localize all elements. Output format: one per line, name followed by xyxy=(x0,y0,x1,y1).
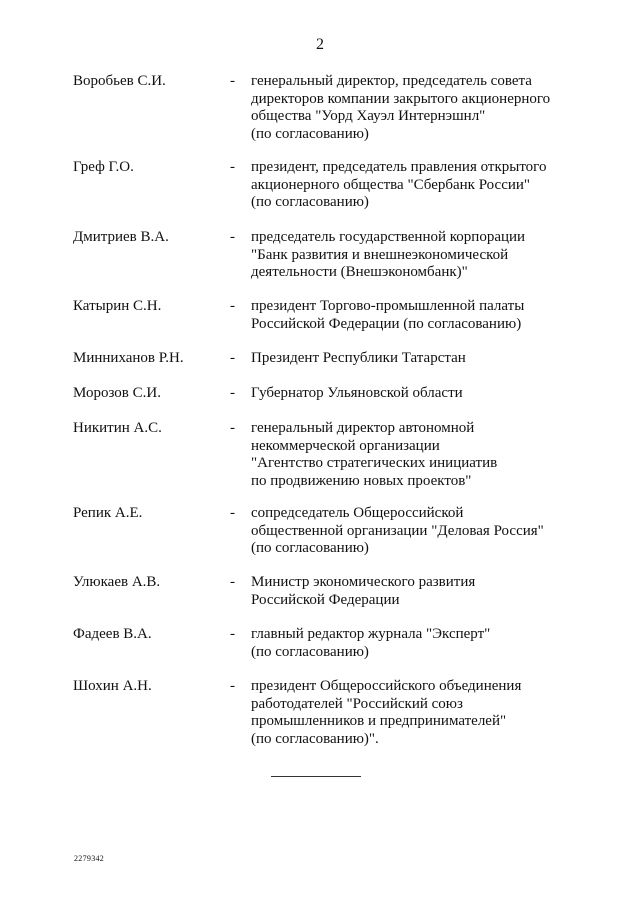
description-line: (по согласованию) xyxy=(251,125,369,142)
member-dash: - xyxy=(230,678,235,694)
member-name: Репик А.Е. xyxy=(73,505,143,521)
member-description xyxy=(251,73,591,143)
description-line: (по согласованию)". xyxy=(251,730,379,747)
member-dash: - xyxy=(230,73,235,89)
member-name: Шохин А.Н. xyxy=(73,678,152,694)
description-line: сопредседатель Общероссийской xyxy=(251,505,464,521)
member-description xyxy=(251,385,591,403)
description-line: "Агентство стратегических инициатив xyxy=(251,455,498,471)
member-description xyxy=(251,159,591,212)
member-dash: - xyxy=(230,420,235,436)
member-dash: - xyxy=(230,298,235,314)
description-line: по продвижению новых проектов" xyxy=(251,472,472,489)
description-line: некоммерческой организации xyxy=(251,437,440,454)
member-name: Морозов С.И. xyxy=(73,385,161,401)
member-description xyxy=(251,229,591,282)
description-line: деятельности (Внешэкономбанк)" xyxy=(251,264,468,280)
end-rule xyxy=(271,776,361,777)
member-name: Дмитриев В.А. xyxy=(73,229,169,245)
description-line: "Банк развития и внешнеэкономической xyxy=(251,246,509,263)
description-line: Президент Республики Татарстан xyxy=(251,350,466,366)
member-dash: - xyxy=(230,229,235,245)
description-line: (по согласованию) xyxy=(251,540,369,556)
description-line: председатель государственной корпорации xyxy=(251,229,526,245)
description-line: генеральный директор автономной xyxy=(251,420,475,436)
description-line: Российской Федерации (по согласованию) xyxy=(251,315,522,332)
description-line: Министр экономического развития xyxy=(251,574,476,590)
member-dash: - xyxy=(230,574,235,590)
member-dash: - xyxy=(230,385,235,401)
description-line: Российской Федерации xyxy=(251,591,400,608)
member-name: Греф Г.О. xyxy=(73,159,134,175)
description-line: общественной организации "Деловая Россия" xyxy=(251,522,544,539)
member-name: Фадеев В.А. xyxy=(73,626,152,642)
member-name: Никитин А.С. xyxy=(73,420,162,436)
member-dash: - xyxy=(230,350,235,366)
member-dash: - xyxy=(230,626,235,642)
description-line: президент Торгово-промышленной палаты xyxy=(251,298,525,314)
member-name: Воробьев С.И. xyxy=(73,73,166,89)
document-code: 2279342 xyxy=(74,854,105,863)
member-dash: - xyxy=(230,505,235,521)
member-description xyxy=(251,350,591,368)
description-line: (по согласованию) xyxy=(251,643,369,660)
member-description xyxy=(251,626,591,661)
member-name: Катырин С.Н. xyxy=(73,298,162,314)
member-description xyxy=(251,574,591,609)
description-line: промышленников и предпринимателей" xyxy=(251,713,507,729)
description-line: (по согласованию) xyxy=(251,194,369,210)
description-line: генеральный директор, председатель совета xyxy=(251,73,532,89)
description-line: акционерного общества "Сбербанк России" xyxy=(251,176,531,193)
member-name: Улюкаев А.В. xyxy=(73,574,161,590)
member-description xyxy=(251,678,591,748)
member-dash: - xyxy=(230,159,235,175)
description-line: работодателей "Российский союз xyxy=(251,695,463,712)
description-line: Губернатор Ульяновской области xyxy=(251,385,463,401)
member-name: Минниханов Р.Н. xyxy=(73,350,184,366)
member-description xyxy=(251,505,591,558)
member-description xyxy=(251,298,591,333)
page-number: 2 xyxy=(316,36,324,53)
description-line: главный редактор журнала "Эксперт" xyxy=(251,626,491,642)
description-line: президент Общероссийского объединения xyxy=(251,678,522,694)
member-description xyxy=(251,420,591,490)
description-line: общества "Уорд Хауэл Интернэшнл" xyxy=(251,108,486,124)
description-line: директоров компании закрытого акционерного xyxy=(251,90,551,107)
description-line: президент, председатель правления открытого xyxy=(251,159,547,175)
